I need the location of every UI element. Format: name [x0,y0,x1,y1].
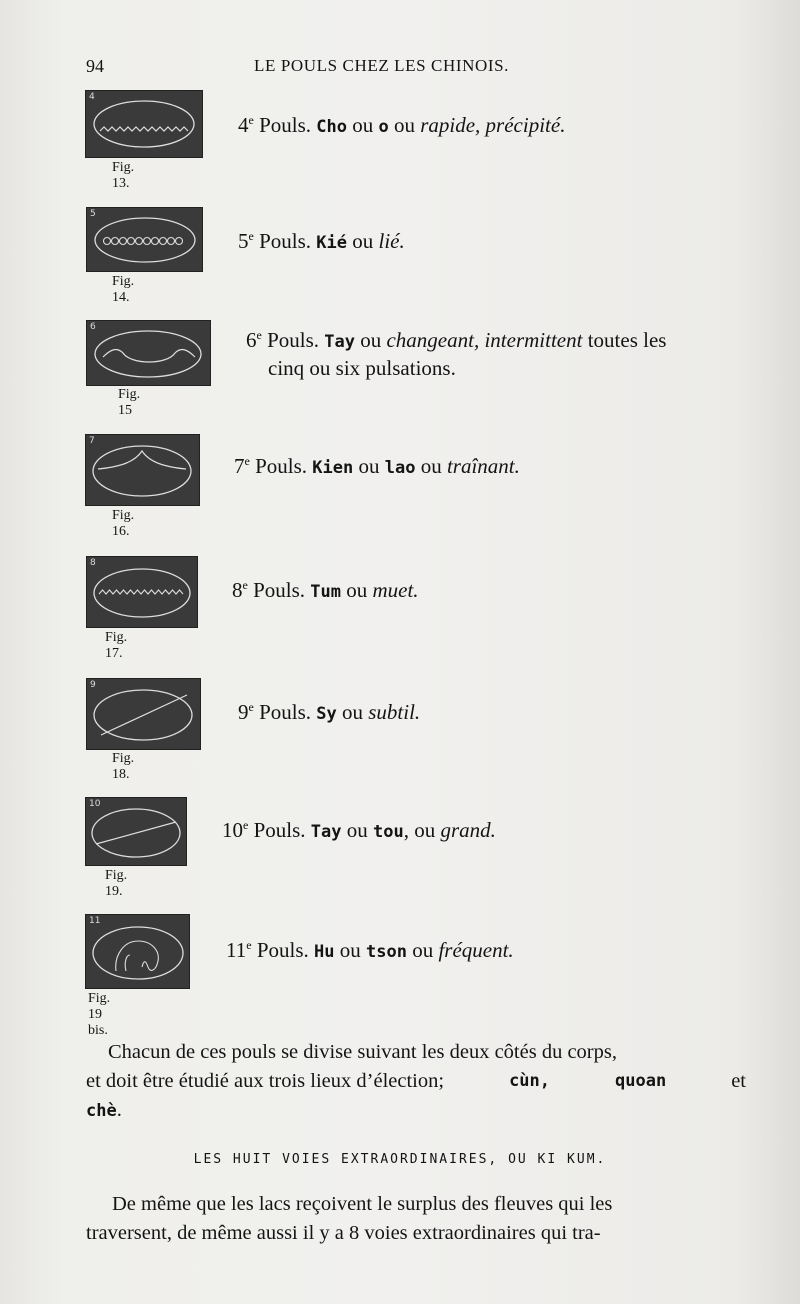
pulse-description: 8e Pouls. Tum ou muet. [232,578,419,602]
pulse-diagram [85,914,190,989]
running-header [0,56,800,82]
paragraph-pulse-sides [86,1038,746,1126]
pulse-description: 6e Pouls. Tay ou changeant, intermittent toutes les [246,328,667,352]
figure-number: 6 [90,322,96,332]
figure-caption: Fig. 19. [105,868,128,899]
pulse-diagram [86,678,201,750]
pulse-wave-image [86,915,189,988]
figure-number: 9 [90,680,96,690]
pulse-wave-image [86,435,199,505]
figure-number: 8 [90,558,96,568]
paragraph-line: Chacun de ces pouls se divise suivant les deux côtés du corps, [108,1041,617,1063]
figure-caption: Fig. 18. [112,751,135,782]
figure-caption: Fig. 19 bis. [88,991,111,1038]
pulse-description: 10e Pouls. Tay ou tou, ou grand. [222,818,496,842]
paragraph-line: De même que les lacs reçoivent le surplus des fleuves qui les [112,1193,613,1215]
pulse-description: 4e Pouls. Cho ou o ou rapide, précipité. [238,113,566,137]
page-number: 94 [86,56,104,76]
figure-caption: Fig. 15 [118,387,141,418]
pulse-description: 7e Pouls. Kien ou lao ou traînant. [234,454,520,478]
figure-number: 7 [89,436,95,446]
pulse-diagram [86,320,211,386]
pulse-description-continued: cinq ou six pulsations. [268,356,456,380]
figure-number: 10 [89,799,101,809]
paragraph-line: traversent, de même aussi il y a 8 voies extraordinaires qui tra- [86,1222,601,1244]
page-title: LE POULS CHEZ LES CHINOIS. [254,56,510,75]
pulse-wave-image [87,679,200,749]
pulse-wave-image [86,91,202,157]
figure-caption: Fig. 17. [105,630,128,661]
pulse-diagram [85,797,187,866]
pulse-description: 5e Pouls. Kié ou lié. [238,229,405,253]
pulse-diagram [86,556,198,628]
paragraph-line: et doit être étudié aux trois lieux d’élection; cùn, quoan et [86,1070,746,1092]
figure-caption: Fig. 13. [112,160,135,191]
figure-number: 4 [89,92,95,102]
pulse-wave-image [86,798,186,865]
pulse-description: 11e Pouls. Hu ou tson ou fréquent. [226,938,514,962]
pulse-wave-image [87,557,197,627]
section-heading: LES HUIT VOIES EXTRAORDINAIRES, OU KI KUM. [193,1152,607,1167]
pulse-wave-image [87,321,210,385]
pulse-diagram [85,90,203,158]
paragraph-line: chè. [86,1099,122,1121]
pulse-diagram [85,434,200,506]
figure-number: 5 [90,209,96,219]
pulse-diagram [86,207,203,272]
figure-caption: Fig. 14. [112,274,135,305]
paragraph-eight-ways [86,1190,746,1248]
figure-number: 11 [89,916,101,926]
figure-caption: Fig. 16. [112,508,135,539]
pulse-description: 9e Pouls. Sy ou subtil. [238,700,421,724]
pulse-wave-image [87,208,202,271]
